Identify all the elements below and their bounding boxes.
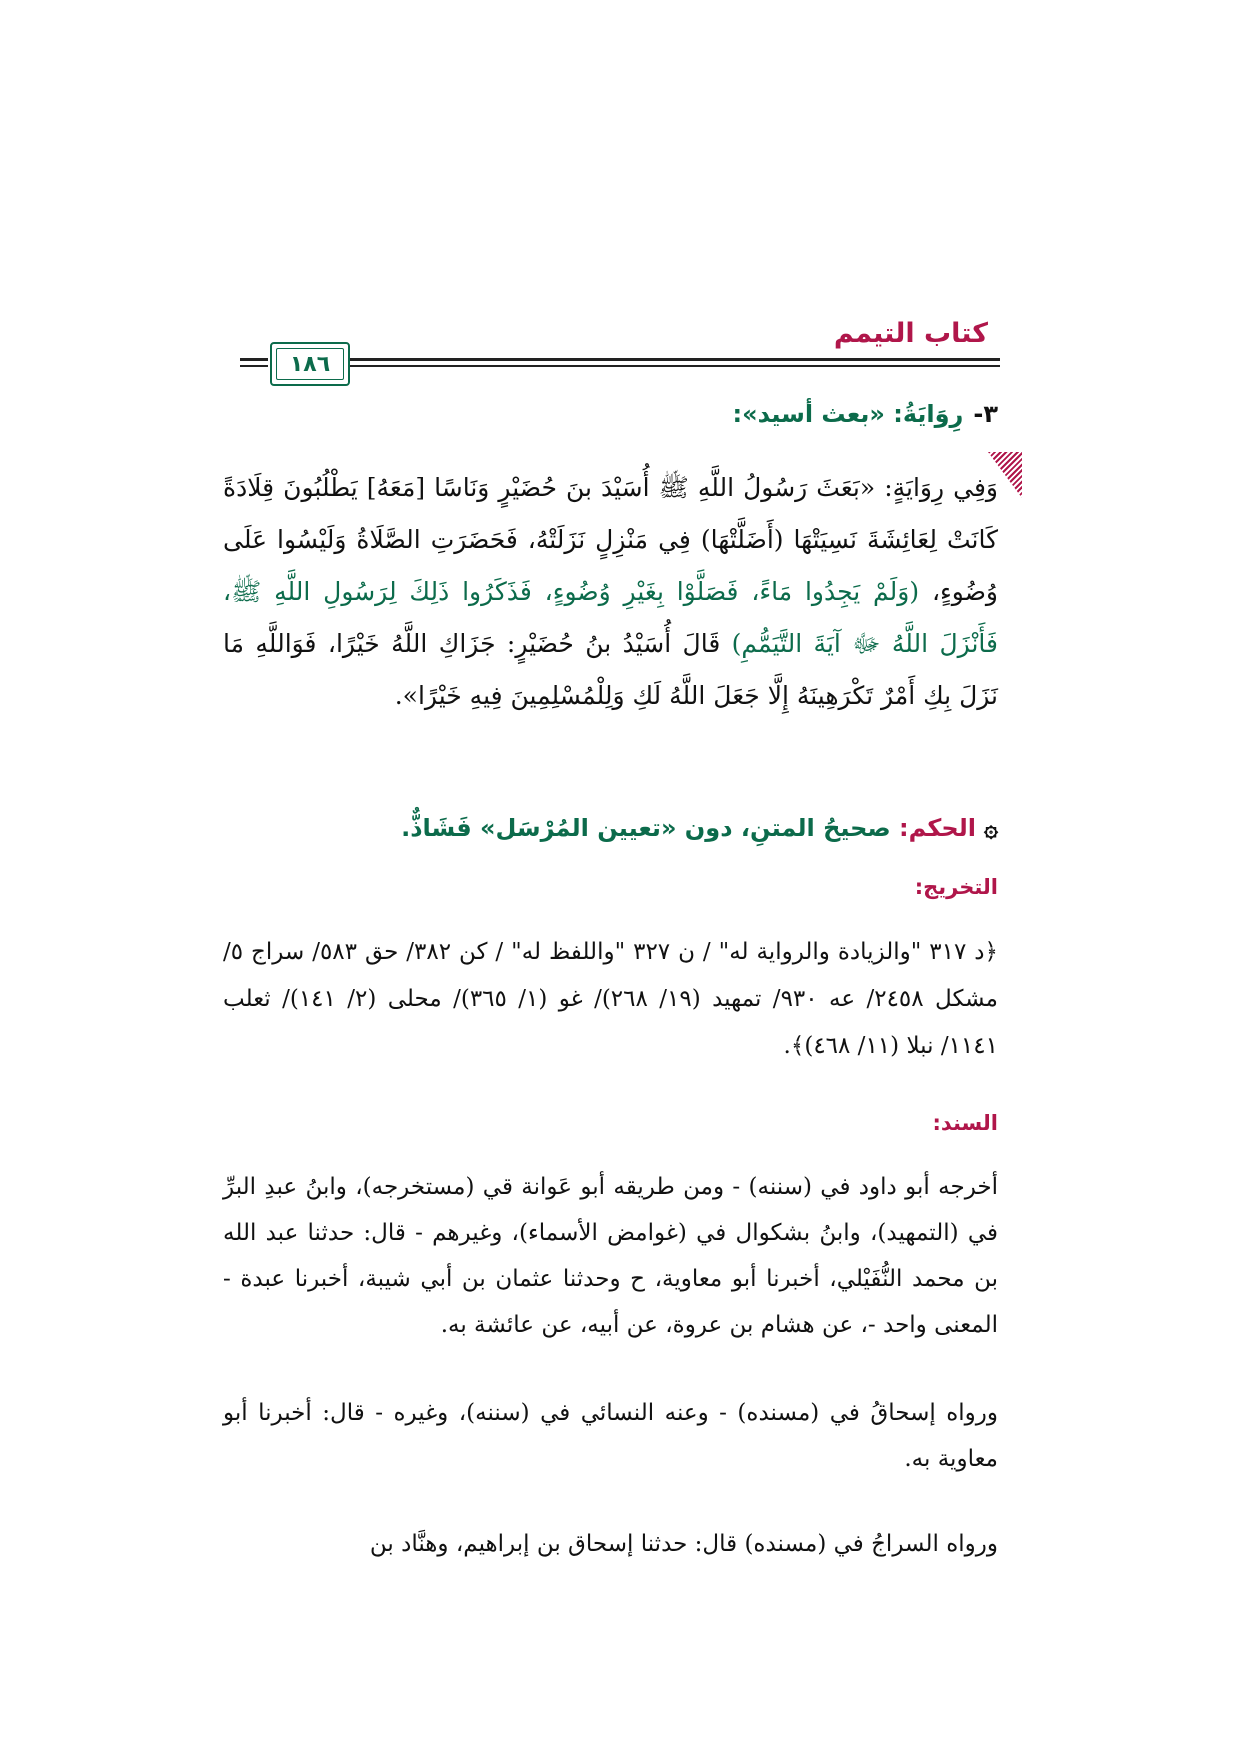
header-rule [240,365,268,367]
sanad-heading: السند: [932,1111,998,1135]
hadith-addition: (وَلَمْ يَجِدُوا مَاءً، فَصَلَّوْا بِغَيْرِ وُضُوءٍ، فَذَكَرُوا ذَلِكَ لِرَسُولِ اللَّهِ ﷺ، فَأَنْزَلَ اللَّهُ ﷻ آيَةَ التَّيَمُّمِ) [223,577,998,658]
header-rule [300,358,1000,361]
hadith-text [223,462,998,722]
sanad-paragraph: ورواه السراجُ في (مسنده) قال: حدثنا إسحاق بن إبراهيم، وهنَّاد بن [369,1531,998,1557]
takhrij-text: ﴿د ٣١٧ "والزيادة والرواية له" / ن ٣٢٧ "واللفظ له" / كن ٣٨٢/ حق ٥٨٣/ سراج ٥/ مشكل ٢٤٥٨/ عه ٩٣٠/ تمهيد (١٩/ ٢٦٨)/ غو (١/ ٣٦٥)/ محلى (٢/ ١٤١)/ ثعلب ١١٤١/ نبلا (١١/ ٤٦٨)﴾. [223,939,998,1059]
section-heading [732,400,998,428]
hadith-part: وَفِي رِوَايَةٍ: «بَعَثَ رَسُولُ اللَّهِ ﷺ أُسَيْدَ بنَ حُضَيْرٍ وَنَاسًا [مَعَهُ] يَطْلُبُونَ قِلَادَةً كَانَتْ لِعَائِشَةَ نَسِيَتْهَا (أَضَلَّتْهَا) فِي مَنْزِلٍ نَزَلَتْهُ، فَحَضَرَتِ الصَّلَاةُ وَلَيْسُوا عَلَى وُضُوءٍ، [223,473,998,606]
takhrij-heading: التخريج: [914,875,998,899]
page-header [240,318,1000,388]
hadith-part: قَالَ أُسَيْدُ بنُ حُضَيْرٍ: جَزَاكِ اللَّهُ خَيْرًا، فَوَاللَّهِ مَا نَزَلَ بِكِ أَمْرٌ تَكْرَهِينَهُ إِلَّا جَعَلَ اللَّهُ لَكِ وَلِلْمُسْلِمِينَ فِيهِ خَيْرًا». [223,629,998,710]
ruling-line [401,814,998,842]
page-number-badge [270,342,350,386]
page-number: ١٨٦ [289,351,331,377]
book-title: كتاب التيمم [833,318,988,349]
sanad-paragraph: أخرجه أبو داود في (سننه) - ومن طريقه أبو عَوانة قي (مستخرجه)، وابنُ عبدِ البرِّ في (التمهيد)، وابنُ بشكوال في (غوامض الأسماء)، وغيرهم - قال: حدثنا عبد الله بن محمد النُّفَيْلي، أخبرنا أبو معاوية، ح وحدثنا عثمان بن أبي شيبة، أخبرنا عبدة - المعنى واحد -، عن هشام بن عروة، عن أبيه، عن عائشة به. [223,1174,998,1338]
section-title: رِوَايَةُ: «بعث أسيد»: [732,400,964,428]
header-rule [240,358,268,361]
ruling-text: صحيحُ المتنِ، دون «تعيين المُرْسَل» فَشَاذٌّ. [401,814,891,842]
flower-icon: ۞ [983,814,998,842]
ruling-label: الحكم: [899,814,976,842]
sanad-paragraph: ورواه إسحاقُ في (مسنده) - وعنه النسائي في (سننه)، وغيره - قال: أخبرنا أبو معاوية به. [223,1400,998,1472]
section-number: ٣- [973,400,998,428]
header-rule [300,365,1000,367]
